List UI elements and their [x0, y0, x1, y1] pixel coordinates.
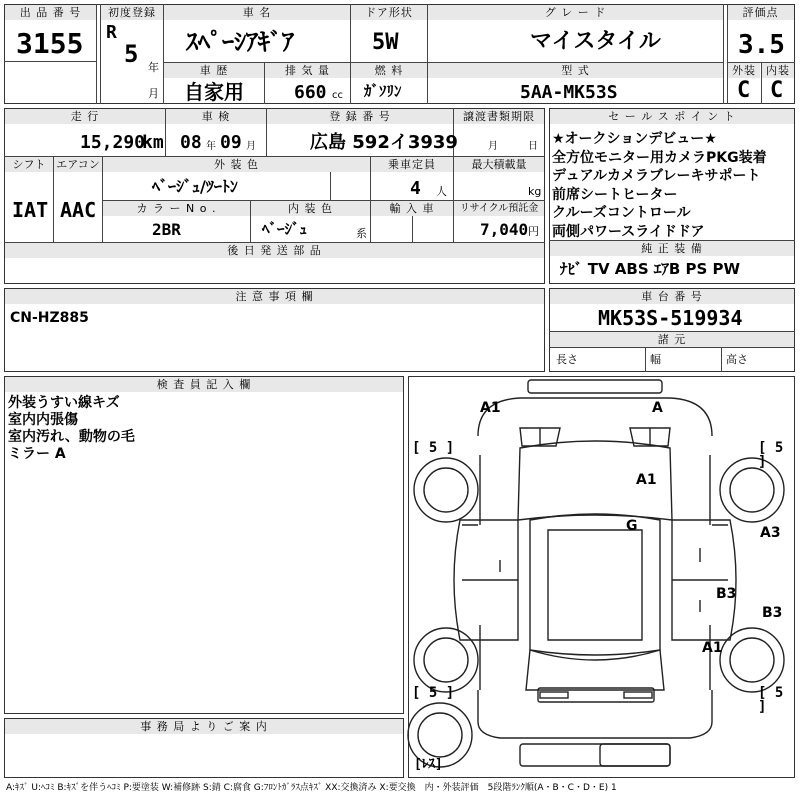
max-load-label: 最大積載量: [454, 157, 544, 172]
inspection-year: 08: [180, 132, 202, 153]
shift: IAT: [12, 198, 49, 222]
plate-label: 登 録 番 号: [267, 109, 453, 124]
door-label: ドア形状: [351, 5, 427, 20]
notes-label: 注 意 事 項 欄: [5, 289, 544, 304]
car-name-label: 車 名: [164, 5, 350, 20]
inspector-note: ミラー A: [8, 446, 66, 462]
damage-right-front-side: A3: [760, 525, 781, 541]
fuel: ｶﾞｿﾘﾝ: [364, 82, 402, 100]
sales-point: 両側パワースライドドア: [552, 223, 705, 240]
damage-rear: A1: [702, 640, 723, 656]
spec-height: 高さ: [726, 353, 748, 366]
sales-point: クルーズコントロール: [552, 205, 691, 221]
transfer-day-unit: 日: [528, 141, 538, 152]
ac-label: エアコン: [54, 157, 102, 172]
score-value: 3.5: [738, 30, 785, 60]
int-color-label: 内 装 色: [251, 201, 370, 216]
plate-number: 広島 592イ3939: [310, 132, 458, 153]
model-label: 型 式: [428, 63, 723, 78]
damage-hood: A1: [636, 472, 657, 488]
grade: マイスタイル: [530, 29, 661, 54]
notes: CN-HZ885: [10, 310, 89, 326]
first-reg-month-unit: 月: [148, 87, 159, 100]
shift-label: シフト: [5, 157, 53, 172]
tire-rear-right: [ 5 ]: [758, 685, 784, 715]
sales-point: 全方位モニター用カメラPKG装着: [552, 149, 767, 166]
mileage-unit: km: [142, 132, 164, 153]
capacity-label: 乗車定員: [371, 157, 453, 172]
spec-width: 幅: [650, 353, 661, 366]
capacity: 4: [410, 178, 421, 199]
color-no: 2BR: [152, 220, 181, 239]
import-label: 輸 入 車: [371, 201, 453, 216]
sales-point: ★オークションデビュー★: [552, 131, 717, 147]
interior-label: 内装: [762, 63, 794, 78]
ext-color: ﾍﾞｰｼﾞｭ/ﾂｰﾄﾝ: [152, 177, 238, 196]
lot-label: 出 品 番 号: [5, 5, 96, 20]
ext-color-label: 外 装 色: [103, 157, 370, 172]
first-reg-year: 5: [124, 40, 139, 68]
inspector-notes: [8, 395, 135, 463]
max-load-unit: kg: [528, 185, 542, 198]
tire-front-right: [ 5 ]: [758, 440, 784, 470]
history-label: 車 歴: [164, 63, 264, 78]
transfer-month-unit: 月: [488, 141, 498, 152]
damage-front: A: [652, 400, 663, 416]
inspection-month-unit: 月: [246, 141, 256, 152]
chassis-label: 車 台 番 号: [550, 289, 794, 304]
equipment-label: 純 正 装 備: [550, 241, 794, 256]
sales-point: デュアルカメラブレーキサポート: [552, 168, 761, 184]
inspection-label: 車 検: [166, 109, 266, 124]
inspector-note: 外装うすい線キズ: [8, 395, 120, 411]
transfer-label: 譲渡書類期限: [454, 109, 544, 124]
spec-length: 長さ: [556, 353, 578, 366]
first-reg-year-unit: 年: [148, 61, 159, 74]
specs-label: 諸 元: [550, 332, 794, 347]
exterior-score: C: [737, 78, 751, 103]
ac: AAC: [60, 198, 97, 222]
damage-roof: G: [626, 518, 638, 534]
inspection-year-unit: 年: [206, 141, 216, 152]
exterior-label: 外装: [728, 63, 760, 78]
inspector-note: 室内内張傷: [8, 412, 78, 428]
legend: A:ｷｽﾞ U:ﾍｺﾐ B:ｷｽﾞを伴うﾍｺﾐ P:要塗装 W:補修跡 S:錆 C:腐食 G:ﾌﾛﾝﾄｶﾞﾗｽ点ｷｽﾞ XX:交換済み X:要交換 内・外装評価 5段階ﾗﾝｸ順(A・B・C・D・E) 1: [6, 783, 617, 793]
mileage-label: 走 行: [5, 109, 165, 124]
displacement-unit: cc: [332, 90, 343, 101]
damage-diagram: [408, 376, 795, 778]
int-color: ﾍﾞｰｼﾞｭ: [262, 220, 308, 238]
inspector-label: 検 査 員 記 入 欄: [5, 377, 403, 392]
car-name: ｽﾍﾟｰｼｱｷﾞｱ: [186, 28, 294, 56]
recycle-unit: 円: [528, 225, 539, 238]
interior-score: C: [770, 78, 784, 103]
capacity-unit: 人: [436, 185, 447, 198]
chassis-number: MK53S-519934: [598, 306, 743, 330]
tire-rear-left: [ 5 ]: [412, 685, 455, 701]
equipment: ﾅﾋﾞ TV ABS ｴｱB PS PW: [560, 260, 741, 278]
sales-point: 前席シートヒーター: [552, 186, 678, 203]
score-label: 評価点: [727, 5, 794, 20]
displacement-label: 排 気 量: [265, 63, 350, 78]
sales-points-label: セ ー ル ス ポ イ ン ト: [550, 109, 794, 124]
tire-front-left: [ 5 ]: [412, 440, 455, 456]
history: 自家用: [184, 80, 244, 104]
model: 5AA-MK53S: [520, 82, 618, 103]
int-color-unit: 系: [356, 227, 367, 240]
inspection-month: 09: [220, 132, 242, 153]
spare-tire: [ﾚｽ]: [414, 757, 443, 772]
damage-rear-right: B3: [762, 605, 783, 621]
recycle-label: リサイクル預託金: [454, 201, 544, 216]
first-reg-era: R: [106, 22, 117, 43]
sales-points-list: [552, 130, 767, 241]
first-reg-label: 初度登録: [101, 5, 163, 20]
damage-rear-door: B3: [716, 586, 737, 602]
door-type: 5W: [372, 30, 399, 55]
inspector-note: 室内汚れ、動物の毛: [8, 429, 135, 445]
lot-number: 3155: [16, 27, 84, 60]
damage-front-left: A1: [480, 400, 501, 416]
grade-label: グ レ ー ド: [428, 5, 723, 20]
later-parts-label: 後 日 発 送 部 品: [5, 243, 544, 258]
color-no-label: カ ラ ー N o .: [103, 201, 250, 216]
office-label: 事 務 局 よ り ご 案 内: [5, 719, 403, 734]
mileage: 15,290: [80, 132, 146, 153]
fuel-label: 燃 料: [351, 63, 427, 78]
recycle-fee: 7,040: [480, 220, 529, 239]
displacement: 660: [294, 82, 327, 103]
